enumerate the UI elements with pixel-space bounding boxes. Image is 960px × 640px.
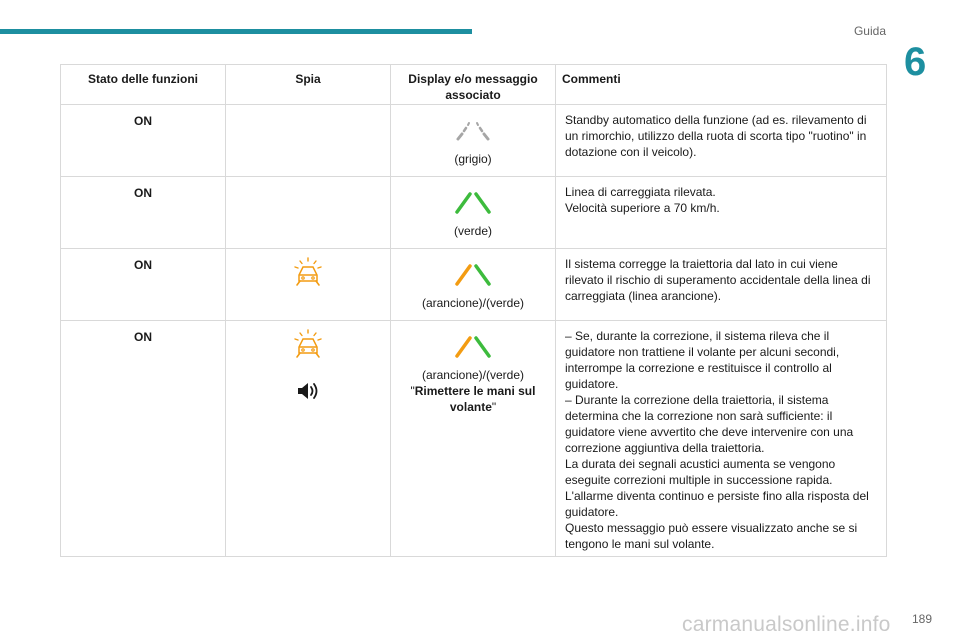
comment-line: La durata dei segnali acustici aumenta se vengono eseguite correzioni multiple in successione rapida. bbox=[565, 457, 836, 487]
message-text: Rimettere le mani sul volante bbox=[414, 384, 536, 414]
state-cell: ON bbox=[61, 177, 226, 249]
comment-line: Questo messaggio può essere visualizzato anche se si tengono le mani sul volante. bbox=[565, 521, 858, 551]
lane-departure-warning-icon bbox=[291, 329, 325, 359]
indicator-cell bbox=[226, 177, 391, 249]
table-row bbox=[61, 249, 887, 321]
table-row bbox=[61, 105, 887, 177]
feature-status-table bbox=[60, 64, 887, 557]
display-cell bbox=[391, 321, 556, 557]
comment-line: L'allarme diventa continuo e persiste fino alla risposta del guidatore. bbox=[565, 489, 869, 519]
comment-cell: Standby automatico della funzione (ad es. rilevamento di un rimorchio, utilizzo della ruota di scorta tipo "ruotino" in dotazione con il veicolo). bbox=[556, 105, 887, 177]
comment-cell: Il sistema corregge la traiettoria dal lato in cui viene rilevato il rischio di superamento accidentale della linea di carreggiata (linea arancione). bbox=[556, 249, 887, 321]
page-number: 189 bbox=[911, 612, 932, 626]
top-accent-bar bbox=[0, 29, 472, 34]
column-header-display: Display e/o messaggio associato bbox=[391, 65, 556, 105]
comment-line: Velocità superiore a 70 km/h. bbox=[565, 201, 720, 215]
lane-departure-warning-icon bbox=[291, 257, 325, 287]
watermark: carmanualsonline.info bbox=[682, 613, 891, 636]
column-header-indicator: Spia bbox=[226, 65, 391, 105]
comment-line: – Se, durante la correzione, il sistema rileva che il guidatore non trattiene il volante per alcuni secondi, interrompe la correzione e restituisce il controllo al guidatore. bbox=[565, 329, 840, 391]
comment-line: – Durante la correzione della traiettoria, il sistema determina che la correzione non sarà sufficiente: il guidatore viene avvertito che deve intervenire con una correzione aggiuntiva della traiettoria. bbox=[565, 393, 854, 455]
state-cell: ON bbox=[61, 249, 226, 321]
lane-lines-orange-green-icon bbox=[443, 259, 503, 289]
state-cell: ON bbox=[61, 321, 226, 557]
lane-lines-green-icon bbox=[443, 187, 503, 217]
indicator-cell bbox=[226, 249, 391, 321]
lane-lines-grey-icon bbox=[443, 115, 503, 145]
state-cell: ON bbox=[61, 105, 226, 177]
display-caption: (verde) bbox=[453, 224, 492, 238]
indicator-cell bbox=[226, 321, 391, 557]
comment-line: Linea di carreggiata rilevata. bbox=[565, 185, 716, 199]
table-header-row bbox=[61, 65, 887, 105]
display-caption: (arancione)/(verde) bbox=[421, 368, 525, 382]
section-title: Guida bbox=[853, 24, 886, 38]
display-message bbox=[391, 383, 555, 415]
display-cell bbox=[391, 105, 556, 177]
lane-lines-orange-green-icon bbox=[443, 331, 503, 361]
column-header-comments: Commenti bbox=[556, 65, 887, 105]
display-cell bbox=[391, 249, 556, 321]
quote-close: " bbox=[491, 400, 497, 414]
display-caption: (arancione)/(verde) bbox=[421, 296, 525, 310]
quote-open: " bbox=[410, 384, 415, 398]
comment-cell bbox=[556, 177, 887, 249]
display-cell bbox=[391, 177, 556, 249]
chapter-number: 6 bbox=[904, 40, 927, 84]
display-caption: (grigio) bbox=[454, 152, 492, 166]
comment-cell bbox=[556, 321, 887, 557]
indicator-cell bbox=[226, 105, 391, 177]
speaker-sound-icon bbox=[296, 381, 320, 401]
table-row bbox=[61, 321, 887, 557]
column-header-state: Stato delle funzioni bbox=[61, 65, 226, 105]
table-row bbox=[61, 177, 887, 249]
